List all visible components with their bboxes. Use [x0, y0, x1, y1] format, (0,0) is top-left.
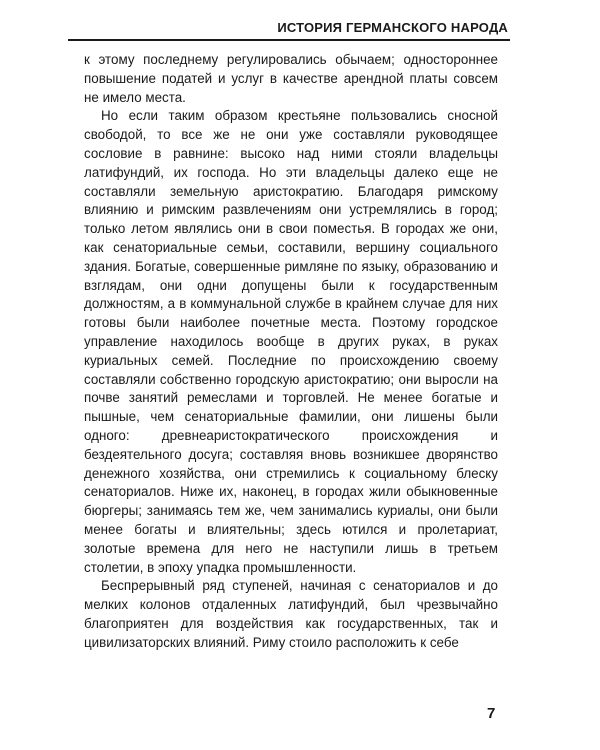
paragraph-3: Беспрерывный ряд ступеней, начиная с сенаториалов и до мелких колонов отдаленных латифундий, был чрезвычайно благоприятен для воздействия как государственных, так и цивилизаторских влияний. Риму стоило расположить к себе	[84, 578, 498, 650]
header-rule	[68, 39, 510, 41]
paragraph-1: к этому последнему регулировались обычаем; одностороннее повышение податей и услуг в качестве арендной платы совсем не имело места.	[84, 52, 498, 105]
running-header: ИСТОРИЯ ГЕРМАНСКОГО НАРОДА	[277, 20, 508, 35]
paragraph-2: Но если таким образом крестьяне пользовались сносной свободой, то все же не они уже составляли руководящее сословие в равнине: высоко над ними стояли владельцы латифундий, их господа. Но эти владельцы далеко еще не составляли земельную аристократию. Благодаря римскому влиянию и римским развлечениям они устремлялись в город; только летом являлись они в свои поместья. В городах же они, как сенаториальные семьи, составили, вершину социального здания. Богатые, совершенные римляне по языку, образованию и взглядам, они одни допущены были к государственным должностям, а в коммунальной службе в крайнем случае для них готовы были наиболее почетные места. Поэтому городское управление находилось вообще в других руках, в руках куриальных семей. Последние по происхождению своему составляли собственно городскую аристократию; они выросли на почве занятий ремеслами и торговлей. Не менее богатые и пышные, чем сенаториальные фамилии, они лишены были одного: древнеаристократического происхождения и бездеятельного досуга; составляя вновь возникшее дворянство денежного хозяйства, они стремились к социальному блеску сенаториалов. Ниже их, наконец, в городах жили обыкновенные бюргеры; занимаясь тем же, чем занимались куриалы, они были менее богаты и влиятельны; здесь ютился и пролетариат, золотые времена для него не наступили лишь в третьем столетии, в эпоху упадка промышленности.	[84, 108, 498, 575]
main-text	[84, 51, 498, 653]
page-number: 7	[487, 705, 496, 722]
